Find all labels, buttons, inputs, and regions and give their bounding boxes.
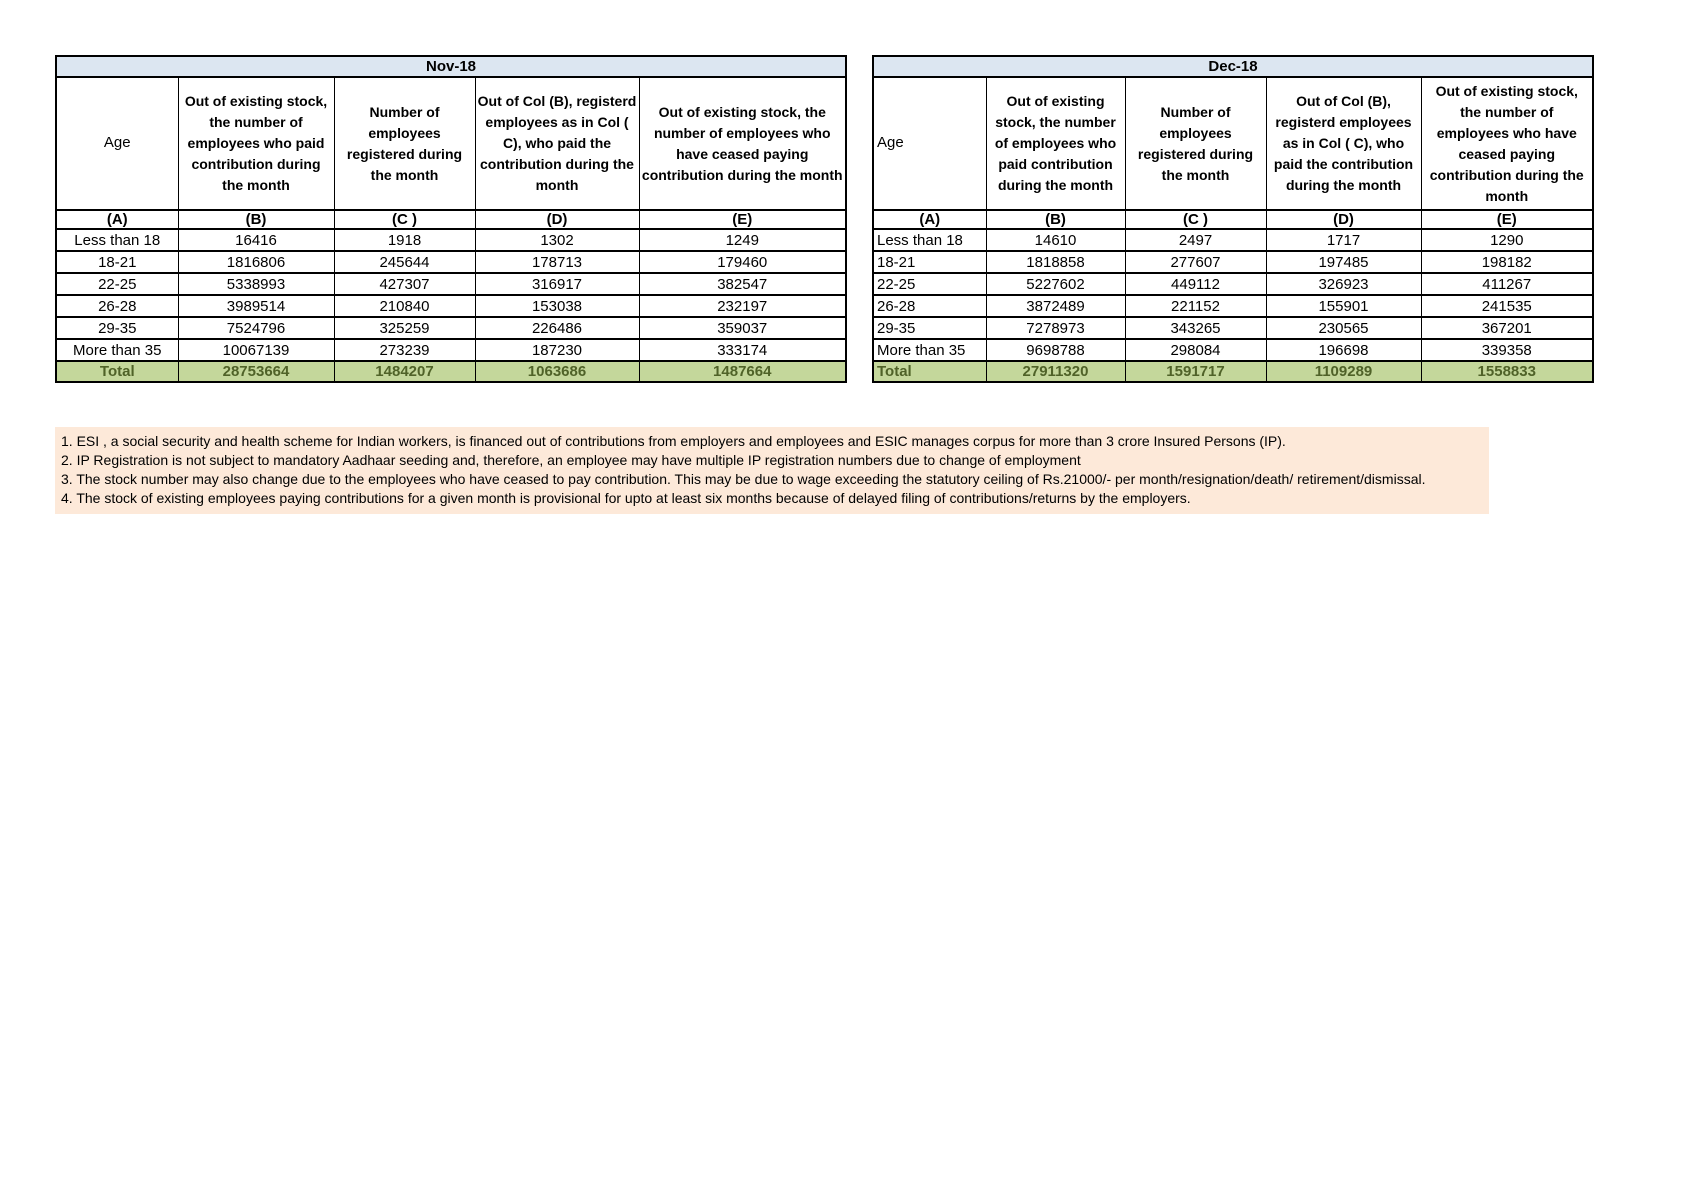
table-row xyxy=(873,317,1593,339)
age-cell: More than 35 xyxy=(56,339,178,361)
total-cell: 1591717 xyxy=(1125,361,1266,382)
month-title: Nov-18 xyxy=(56,56,846,77)
col-header-b: Out of existing stock, the number of employees who paid contribution during the month xyxy=(986,77,1125,210)
table-cell: 2497 xyxy=(1125,229,1266,251)
table-cell: 1290 xyxy=(1421,229,1593,251)
column-header-row xyxy=(56,77,846,210)
table-cell: 298084 xyxy=(1125,339,1266,361)
table-row xyxy=(56,339,846,361)
table-cell: 359037 xyxy=(639,317,846,339)
table-cell: 153038 xyxy=(475,295,639,317)
table-cell: 326923 xyxy=(1266,273,1421,295)
total-row xyxy=(873,361,1593,382)
table-row xyxy=(873,229,1593,251)
table-body xyxy=(873,229,1593,361)
table-cell: 198182 xyxy=(1421,251,1593,273)
table-cell: 316917 xyxy=(475,273,639,295)
table-cell: 1717 xyxy=(1266,229,1421,251)
col-header-age: Age xyxy=(56,77,178,210)
table-cell: 3989514 xyxy=(178,295,334,317)
table-cell: 333174 xyxy=(639,339,846,361)
col-letter: (C ) xyxy=(1125,210,1266,229)
col-header-d: Out of Col (B), registerd employees as in Col ( C), who paid the contribution during the month xyxy=(475,77,639,210)
table-body xyxy=(56,229,846,361)
table-cell: 221152 xyxy=(1125,295,1266,317)
table-cell: 232197 xyxy=(639,295,846,317)
table-cell: 277607 xyxy=(1125,251,1266,273)
col-letter: (D) xyxy=(1266,210,1421,229)
table-cell: 7524796 xyxy=(178,317,334,339)
total-label: Total xyxy=(873,361,986,382)
tables-area xyxy=(55,55,1594,383)
table-cell: 179460 xyxy=(639,251,846,273)
month-header-row xyxy=(56,56,846,77)
column-letter-row xyxy=(56,210,846,229)
table-cell: 3872489 xyxy=(986,295,1125,317)
col-header-e: Out of existing stock, the number of employees who have ceased paying contribution during the month xyxy=(1421,77,1593,210)
age-cell: 18-21 xyxy=(56,251,178,273)
table-cell: 9698788 xyxy=(986,339,1125,361)
age-cell: 26-28 xyxy=(56,295,178,317)
total-cell: 1063686 xyxy=(475,361,639,382)
age-cell: Less than 18 xyxy=(56,229,178,251)
table-row xyxy=(56,317,846,339)
table-cell: 427307 xyxy=(334,273,475,295)
total-cell: 27911320 xyxy=(986,361,1125,382)
table-row xyxy=(873,251,1593,273)
table-cell: 1818858 xyxy=(986,251,1125,273)
col-header-age: Age xyxy=(873,77,986,210)
table-cell: 196698 xyxy=(1266,339,1421,361)
age-cell: 22-25 xyxy=(873,273,986,295)
table-cell: 1302 xyxy=(475,229,639,251)
table-cell: 1249 xyxy=(639,229,846,251)
table-cell: 367201 xyxy=(1421,317,1593,339)
table-row xyxy=(873,295,1593,317)
col-letter: (C ) xyxy=(334,210,475,229)
age-cell: 29-35 xyxy=(56,317,178,339)
table-cell: 241535 xyxy=(1421,295,1593,317)
footnote-4: 4. The stock of existing employees paying contributions for a given month is provisional for upto at least six months because of delayed filing of contributions/returns by the employers. xyxy=(61,490,1191,506)
col-letter: (E) xyxy=(639,210,846,229)
table-cell: 5338993 xyxy=(178,273,334,295)
table-row xyxy=(56,273,846,295)
col-letter: (B) xyxy=(986,210,1125,229)
table-cell: 5227602 xyxy=(986,273,1125,295)
total-cell: 1558833 xyxy=(1421,361,1593,382)
footnote-1: 1. ESI , a social security and health scheme for Indian workers, is financed out of contributions from employers and employees and ESIC manages corpus for more than 3 crore Insured Persons (IP). xyxy=(61,433,1286,449)
total-label: Total xyxy=(56,361,178,382)
month-title: Dec-18 xyxy=(873,56,1593,77)
total-cell: 28753664 xyxy=(178,361,334,382)
table-cell: 7278973 xyxy=(986,317,1125,339)
table-cell: 1816806 xyxy=(178,251,334,273)
month-header-row xyxy=(873,56,1593,77)
col-letter: (A) xyxy=(873,210,986,229)
footnote-2: 2. IP Registration is not subject to mandatory Aadhaar seeding and, therefore, an employee may have multiple IP registration numbers due to change of employment xyxy=(61,452,1081,468)
column-header-row xyxy=(873,77,1593,210)
col-header-c: Number of employees registered during the month xyxy=(1125,77,1266,210)
table-cell: 14610 xyxy=(986,229,1125,251)
col-letter: (E) xyxy=(1421,210,1593,229)
col-header-d: Out of Col (B), registerd employees as in Col ( C), who paid the contribution during the month xyxy=(1266,77,1421,210)
age-cell: 22-25 xyxy=(56,273,178,295)
footnote-3: 3. The stock number may also change due to the employees who have ceased to pay contribution. This may be due to wage exceeding the statutory ceiling of Rs.21000/- per month/resignation/death/ retirement/dismissal. xyxy=(61,471,1426,487)
table-cell: 187230 xyxy=(475,339,639,361)
table-row xyxy=(56,295,846,317)
col-header-b: Out of existing stock, the number of employees who paid contribution during the month xyxy=(178,77,334,210)
col-letter: (A) xyxy=(56,210,178,229)
table-cell: 10067139 xyxy=(178,339,334,361)
col-letter: (B) xyxy=(178,210,334,229)
footnotes-panel xyxy=(55,427,1489,514)
table-cell: 325259 xyxy=(334,317,475,339)
table-cell: 210840 xyxy=(334,295,475,317)
column-letter-row xyxy=(873,210,1593,229)
total-row xyxy=(56,361,846,382)
table-cell: 197485 xyxy=(1266,251,1421,273)
table-cell: 230565 xyxy=(1266,317,1421,339)
table-cell: 245644 xyxy=(334,251,475,273)
table-cell: 382547 xyxy=(639,273,846,295)
table-row xyxy=(873,273,1593,295)
month-table-nov18 xyxy=(55,55,847,383)
table-row xyxy=(56,251,846,273)
table-cell: 343265 xyxy=(1125,317,1266,339)
table-row xyxy=(873,339,1593,361)
table-cell: 1918 xyxy=(334,229,475,251)
table-cell: 178713 xyxy=(475,251,639,273)
total-cell: 1109289 xyxy=(1266,361,1421,382)
total-cell: 1484207 xyxy=(334,361,475,382)
table-cell: 155901 xyxy=(1266,295,1421,317)
table-cell: 273239 xyxy=(334,339,475,361)
age-cell: 18-21 xyxy=(873,251,986,273)
col-letter: (D) xyxy=(475,210,639,229)
col-header-c: Number of employees registered during the month xyxy=(334,77,475,210)
table-cell: 449112 xyxy=(1125,273,1266,295)
table-cell: 226486 xyxy=(475,317,639,339)
total-cell: 1487664 xyxy=(639,361,846,382)
month-table-dec18 xyxy=(872,55,1594,383)
age-cell: More than 35 xyxy=(873,339,986,361)
table-row xyxy=(56,229,846,251)
table-cell: 339358 xyxy=(1421,339,1593,361)
age-cell: Less than 18 xyxy=(873,229,986,251)
table-cell: 16416 xyxy=(178,229,334,251)
table-cell: 411267 xyxy=(1421,273,1593,295)
age-cell: 26-28 xyxy=(873,295,986,317)
age-cell: 29-35 xyxy=(873,317,986,339)
col-header-e: Out of existing stock, the number of employees who have ceased paying contribution during the month xyxy=(639,77,846,210)
